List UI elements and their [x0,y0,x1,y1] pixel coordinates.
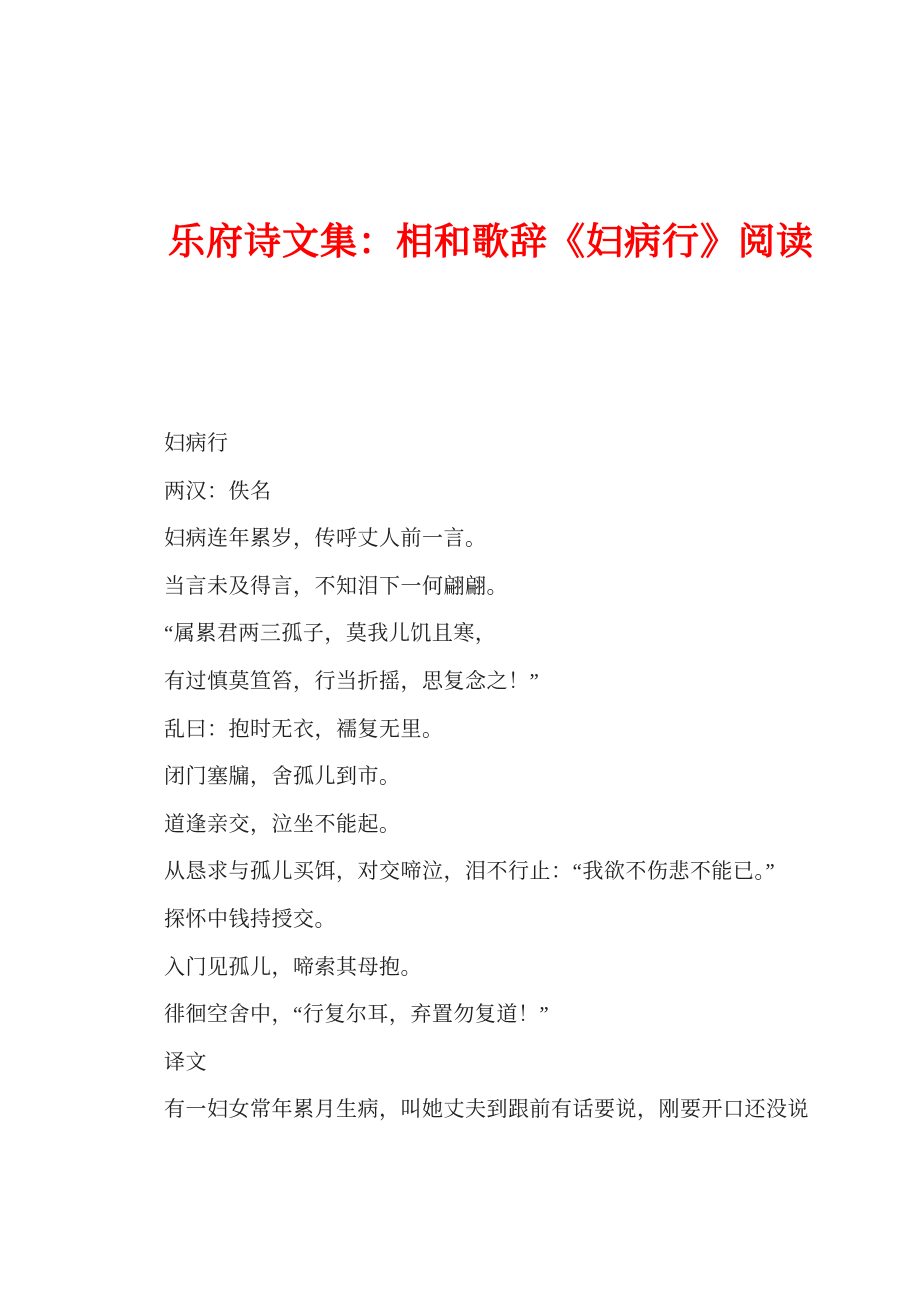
page-title: 乐府诗文集：相和歌辞《妇病行》阅读 [168,221,814,263]
text-line: 乱曰：抱时无衣，襦复无里。 [164,716,444,741]
text-line: 译文 [164,1049,207,1074]
text-line: 闭门塞牖，舍孤儿到市。 [164,764,401,789]
text-line: “属累君两三孤子，莫我儿饥且寒， [164,621,497,646]
text-line: 道逢亲交，泣坐不能起。 [164,811,401,836]
text-line: 有过慎莫笪笞，行当折摇，思复念之！” [164,668,540,693]
text-line: 徘徊空舍中，“行复尔耳，弃置勿复道！” [164,1002,550,1027]
text-line: 有一妇女常年累月生病，叫她丈夫到跟前有话要说，刚要开口还没说 [164,1097,809,1122]
text-line: 妇病行 [164,431,229,455]
text-line: 当言未及得言，不知泪下一何翩翩。 [164,573,508,598]
poem-body [164,420,904,1134]
text-line: 入门见孤儿，啼索其母抱。 [164,954,422,979]
text-line: 两汉：佚名 [164,478,272,503]
text-line: 妇病连年累岁，传呼丈人前一言。 [164,526,487,551]
text-line: 从恳求与孤儿买饵，对交啼泣，泪不行止：“我欲不伤悲不能已。” [164,859,776,884]
text-line: 探怀中钱持授交。 [164,906,336,931]
